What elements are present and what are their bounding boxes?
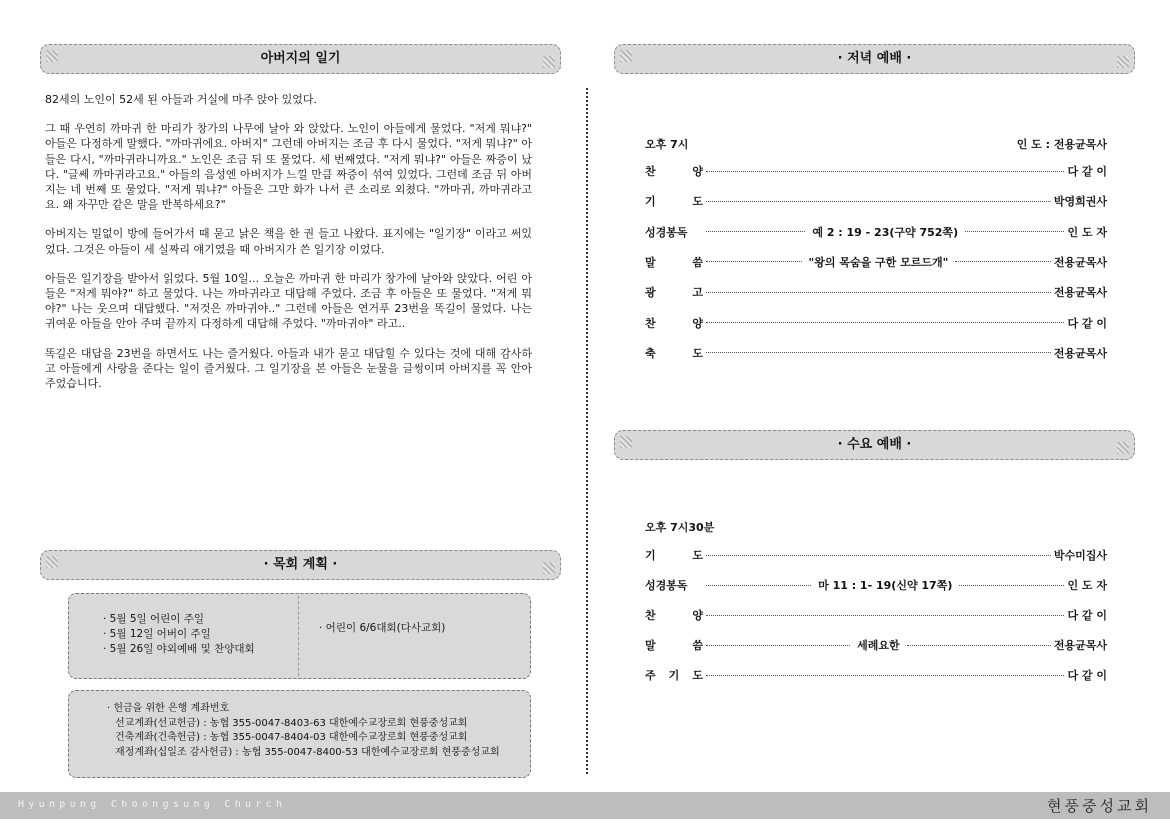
dotted-leader bbox=[706, 292, 1051, 293]
service-label-char: 찬 bbox=[645, 316, 656, 330]
service-person: 다 같 이 bbox=[1067, 316, 1107, 330]
service-label bbox=[645, 547, 703, 563]
dotted-leader bbox=[955, 261, 1051, 262]
service-person: 전용균목사 bbox=[1053, 255, 1108, 269]
service-row bbox=[645, 193, 1107, 209]
wednesday-title: · 수요 예배 · bbox=[837, 437, 912, 452]
bank-account-box bbox=[68, 690, 531, 778]
service-label bbox=[645, 345, 703, 361]
service-row bbox=[645, 284, 1107, 300]
corner-pattern-icon bbox=[1117, 56, 1129, 68]
service-detail: 세례요한 bbox=[857, 639, 900, 652]
service-row bbox=[645, 163, 1107, 179]
bank-account-line: 건축계좌(건축헌금) : 농협 355-0047-8404-03 대한예수교장로회 현풍중성교회 bbox=[115, 732, 468, 743]
plan-box bbox=[68, 593, 531, 679]
service-label bbox=[645, 163, 703, 179]
dotted-leader bbox=[706, 615, 1064, 616]
bank-account-line: 선교계좌(선교헌금) : 농협 355-0047-8403-63 대한예수교장로회 현풍중성교회 bbox=[115, 717, 468, 729]
service-row bbox=[645, 345, 1107, 361]
service-detail: "왕의 목숨을 구한 모르드개" bbox=[808, 255, 949, 269]
wednesday-time: 오후 7시30분 bbox=[645, 521, 715, 534]
plan-title: · 목회 계획 · bbox=[263, 557, 338, 572]
diary-story bbox=[45, 92, 532, 405]
service-label-char: 기 bbox=[668, 669, 680, 682]
service-row bbox=[645, 315, 1107, 331]
service-row bbox=[645, 577, 1107, 593]
service-detail: 예 2 : 19 - 23(구약 752쪽) bbox=[812, 225, 959, 239]
service-label-char: 양 bbox=[692, 316, 703, 330]
corner-pattern-icon bbox=[1117, 442, 1129, 454]
evening-time: 오후 7시 bbox=[645, 138, 689, 151]
plan-header bbox=[40, 550, 561, 580]
corner-pattern-icon bbox=[46, 50, 58, 62]
service-row bbox=[645, 607, 1107, 623]
service-label-char: 도 bbox=[692, 549, 703, 562]
service-label-char: 말 bbox=[645, 255, 656, 269]
dotted-leader bbox=[706, 555, 1051, 556]
service-label-char: 축 bbox=[645, 346, 656, 360]
dotted-leader bbox=[959, 585, 1064, 586]
service-label bbox=[645, 637, 703, 653]
story-paragraph: 아들은 일기장을 받아서 읽었다. 5월 10일... 오늘은 까마귀 한 마리가 창가에 날아와 앉았다. 어린 아들은 "저게 뭐야?" 하고 물었다. 나는 까마귀라고 대답해 주었다. 조금 후 아들은 또 물었다. "저게 뭐야?" 나는 웃으며 대답했다. "저것은 까마귀야.." 그런데 아들은 연거푸 23번을 똑길이 물었다. 나는 귀여운 아들을 안아 주며 끝까지 다정하게 대답해 주었다. "까마귀야" 라고.. bbox=[45, 271, 532, 331]
dotted-leader bbox=[706, 171, 1064, 172]
service-person: 박영희권사 bbox=[1053, 195, 1107, 209]
service-label-char: 말 bbox=[645, 639, 656, 652]
wednesday-header bbox=[614, 430, 1135, 460]
diary-title: 아버지의 일기 bbox=[260, 51, 341, 66]
plan-item: · 5월 26일 야외예배 및 찬양대회 bbox=[103, 643, 255, 655]
story-paragraph: 똑길은 대답을 23번을 하면서도 나는 즐거웠다. 아들과 내가 묻고 대답힐 수 있다는 것에 대해 감사하고 아들에게 사랑을 준다는 일이 즐거웠다. 그 일기장을 본 아들은 눈물을 글썽이며 아버지를 꼭 안아 주었습니다. bbox=[45, 346, 532, 391]
service-person: 인 도 자 bbox=[1067, 579, 1108, 592]
service-row bbox=[645, 224, 1107, 240]
plan-list bbox=[103, 612, 255, 657]
service-row bbox=[645, 547, 1107, 563]
dotted-leader bbox=[706, 645, 850, 646]
plan-side-list bbox=[319, 620, 445, 635]
service-label-char: 양 bbox=[692, 609, 703, 622]
bank-heading: · 헌금을 위한 은행 계좌번호 bbox=[107, 703, 230, 714]
service-label-char: 씀 bbox=[692, 255, 703, 269]
service-person: 다 같 이 bbox=[1067, 609, 1107, 622]
service-label bbox=[645, 193, 703, 209]
service-label-char: 광 bbox=[645, 286, 656, 300]
bank-account-line: 재정계좌(십일조 감사헌금) : 농협 355-0047-8400-53 대한예수교장로회 현풍중성교회 bbox=[115, 746, 500, 758]
service-row bbox=[645, 637, 1107, 653]
service-label-char: 고 bbox=[692, 286, 703, 300]
service-label-char: 성경봉독 bbox=[645, 579, 688, 592]
service-label-char: 찬 bbox=[645, 165, 656, 178]
footer-english: Hyunpung Choongsung Church bbox=[18, 799, 287, 810]
service-detail: 마 11 : 1- 19(신약 17쪽) bbox=[818, 579, 953, 592]
footer-korean: 현풍중성교회 bbox=[1047, 797, 1152, 815]
service-person: 박수미집사 bbox=[1053, 549, 1107, 562]
story-paragraph: 그 때 우연히 까마귀 한 마리가 창가의 나무에 날아 와 앉았다. 노인이 아들에게 물었다. "저게 뭐냐?" 아들은 다정하게 말했다. "까마귀에요. 아버지" 그런데 아버지는 조금 후 다시 물었다. "저게 뭐냐?" 아들은 다시, "까마귀라니까요." 노인은 조금 뒤 또 물었다. 세 번째였다. "저게 뭐냐?" 아들은 짜증이 났다. "글쎄 까마귀라고요." 아들의 음성엔 아버지가 느낄 만큼 짜증이 섞여 있었다. 그런데 조금 뒤 아버지는 네 번째 또 물었다. "저게 뭐냐?" 아들은 그만 화가 나서 큰 소리로 외쳤다. "까마귀, 까마귀라고요. 왜 자꾸만 같은 말을 반복하세요?" bbox=[45, 122, 532, 212]
service-person: 인 도 자 bbox=[1067, 225, 1107, 239]
dotted-leader bbox=[706, 322, 1064, 323]
service-person: 다 같 이 bbox=[1067, 669, 1107, 682]
plan-item: · 5월 12일 어버이 주일 bbox=[103, 628, 211, 640]
service-row bbox=[645, 667, 1107, 683]
corner-pattern-icon bbox=[620, 50, 632, 62]
service-label bbox=[645, 315, 703, 331]
corner-pattern-icon bbox=[543, 562, 555, 574]
service-label-char: 기 bbox=[645, 549, 656, 562]
evening-title: · 저녁 예배 · bbox=[837, 51, 912, 66]
corner-pattern-icon bbox=[46, 556, 58, 568]
story-paragraph: 82세의 노인이 52세 된 아들과 거실에 마주 앉아 있었다. bbox=[45, 93, 317, 106]
service-label bbox=[645, 607, 703, 623]
service-label-char: 기 bbox=[645, 195, 656, 209]
dotted-leader bbox=[907, 645, 1051, 646]
service-label-char: 양 bbox=[692, 165, 703, 178]
service-label bbox=[645, 224, 703, 240]
service-label-char: 도 bbox=[692, 346, 703, 360]
plan-item: · 어린이 6/6대회(다사교회) bbox=[319, 622, 446, 634]
service-label-char: 씀 bbox=[692, 639, 703, 652]
service-person: 전용균목사 bbox=[1053, 639, 1107, 652]
dotted-leader bbox=[706, 352, 1051, 353]
corner-pattern-icon bbox=[543, 56, 555, 68]
plan-item: · 5월 5일 어린이 주일 bbox=[103, 613, 205, 625]
dotted-leader bbox=[706, 201, 1051, 202]
service-label-char: 도 bbox=[692, 195, 703, 209]
service-person: 다 같 이 bbox=[1067, 165, 1107, 178]
dotted-leader bbox=[706, 261, 802, 262]
service-label bbox=[645, 254, 703, 270]
dotted-leader bbox=[965, 231, 1064, 232]
footer-bar bbox=[0, 792, 1170, 819]
service-person: 전용균목사 bbox=[1053, 346, 1107, 360]
dotted-leader bbox=[706, 585, 811, 586]
evening-header bbox=[614, 44, 1135, 74]
service-label-char: 찬 bbox=[645, 609, 656, 622]
diary-header bbox=[40, 44, 561, 74]
service-label-char: 도 bbox=[692, 669, 703, 682]
plan-divider bbox=[298, 596, 299, 676]
corner-pattern-icon bbox=[620, 436, 632, 448]
story-paragraph: 아버지는 밀없이 방에 들어가서 때 묻고 낡은 책을 한 권 들고 나왔다. 표지에는 "일기장" 이라고 써있었다. 그것은 아들이 세 실짜리 얘기였을 때 아버지가 쓴 일기장 이었다. bbox=[45, 227, 532, 256]
service-label-char: 성경봉독 bbox=[645, 225, 688, 239]
dotted-leader bbox=[706, 675, 1064, 676]
service-label bbox=[645, 667, 703, 683]
service-label bbox=[645, 284, 703, 300]
service-row bbox=[645, 254, 1107, 270]
service-person: 전용균목사 bbox=[1053, 286, 1107, 300]
column-divider bbox=[586, 88, 588, 774]
service-label-char: 주 bbox=[645, 669, 656, 682]
evening-leader: 인 도 : 전용균목사 bbox=[1016, 138, 1107, 151]
dotted-leader bbox=[706, 231, 805, 232]
service-label bbox=[645, 577, 703, 593]
